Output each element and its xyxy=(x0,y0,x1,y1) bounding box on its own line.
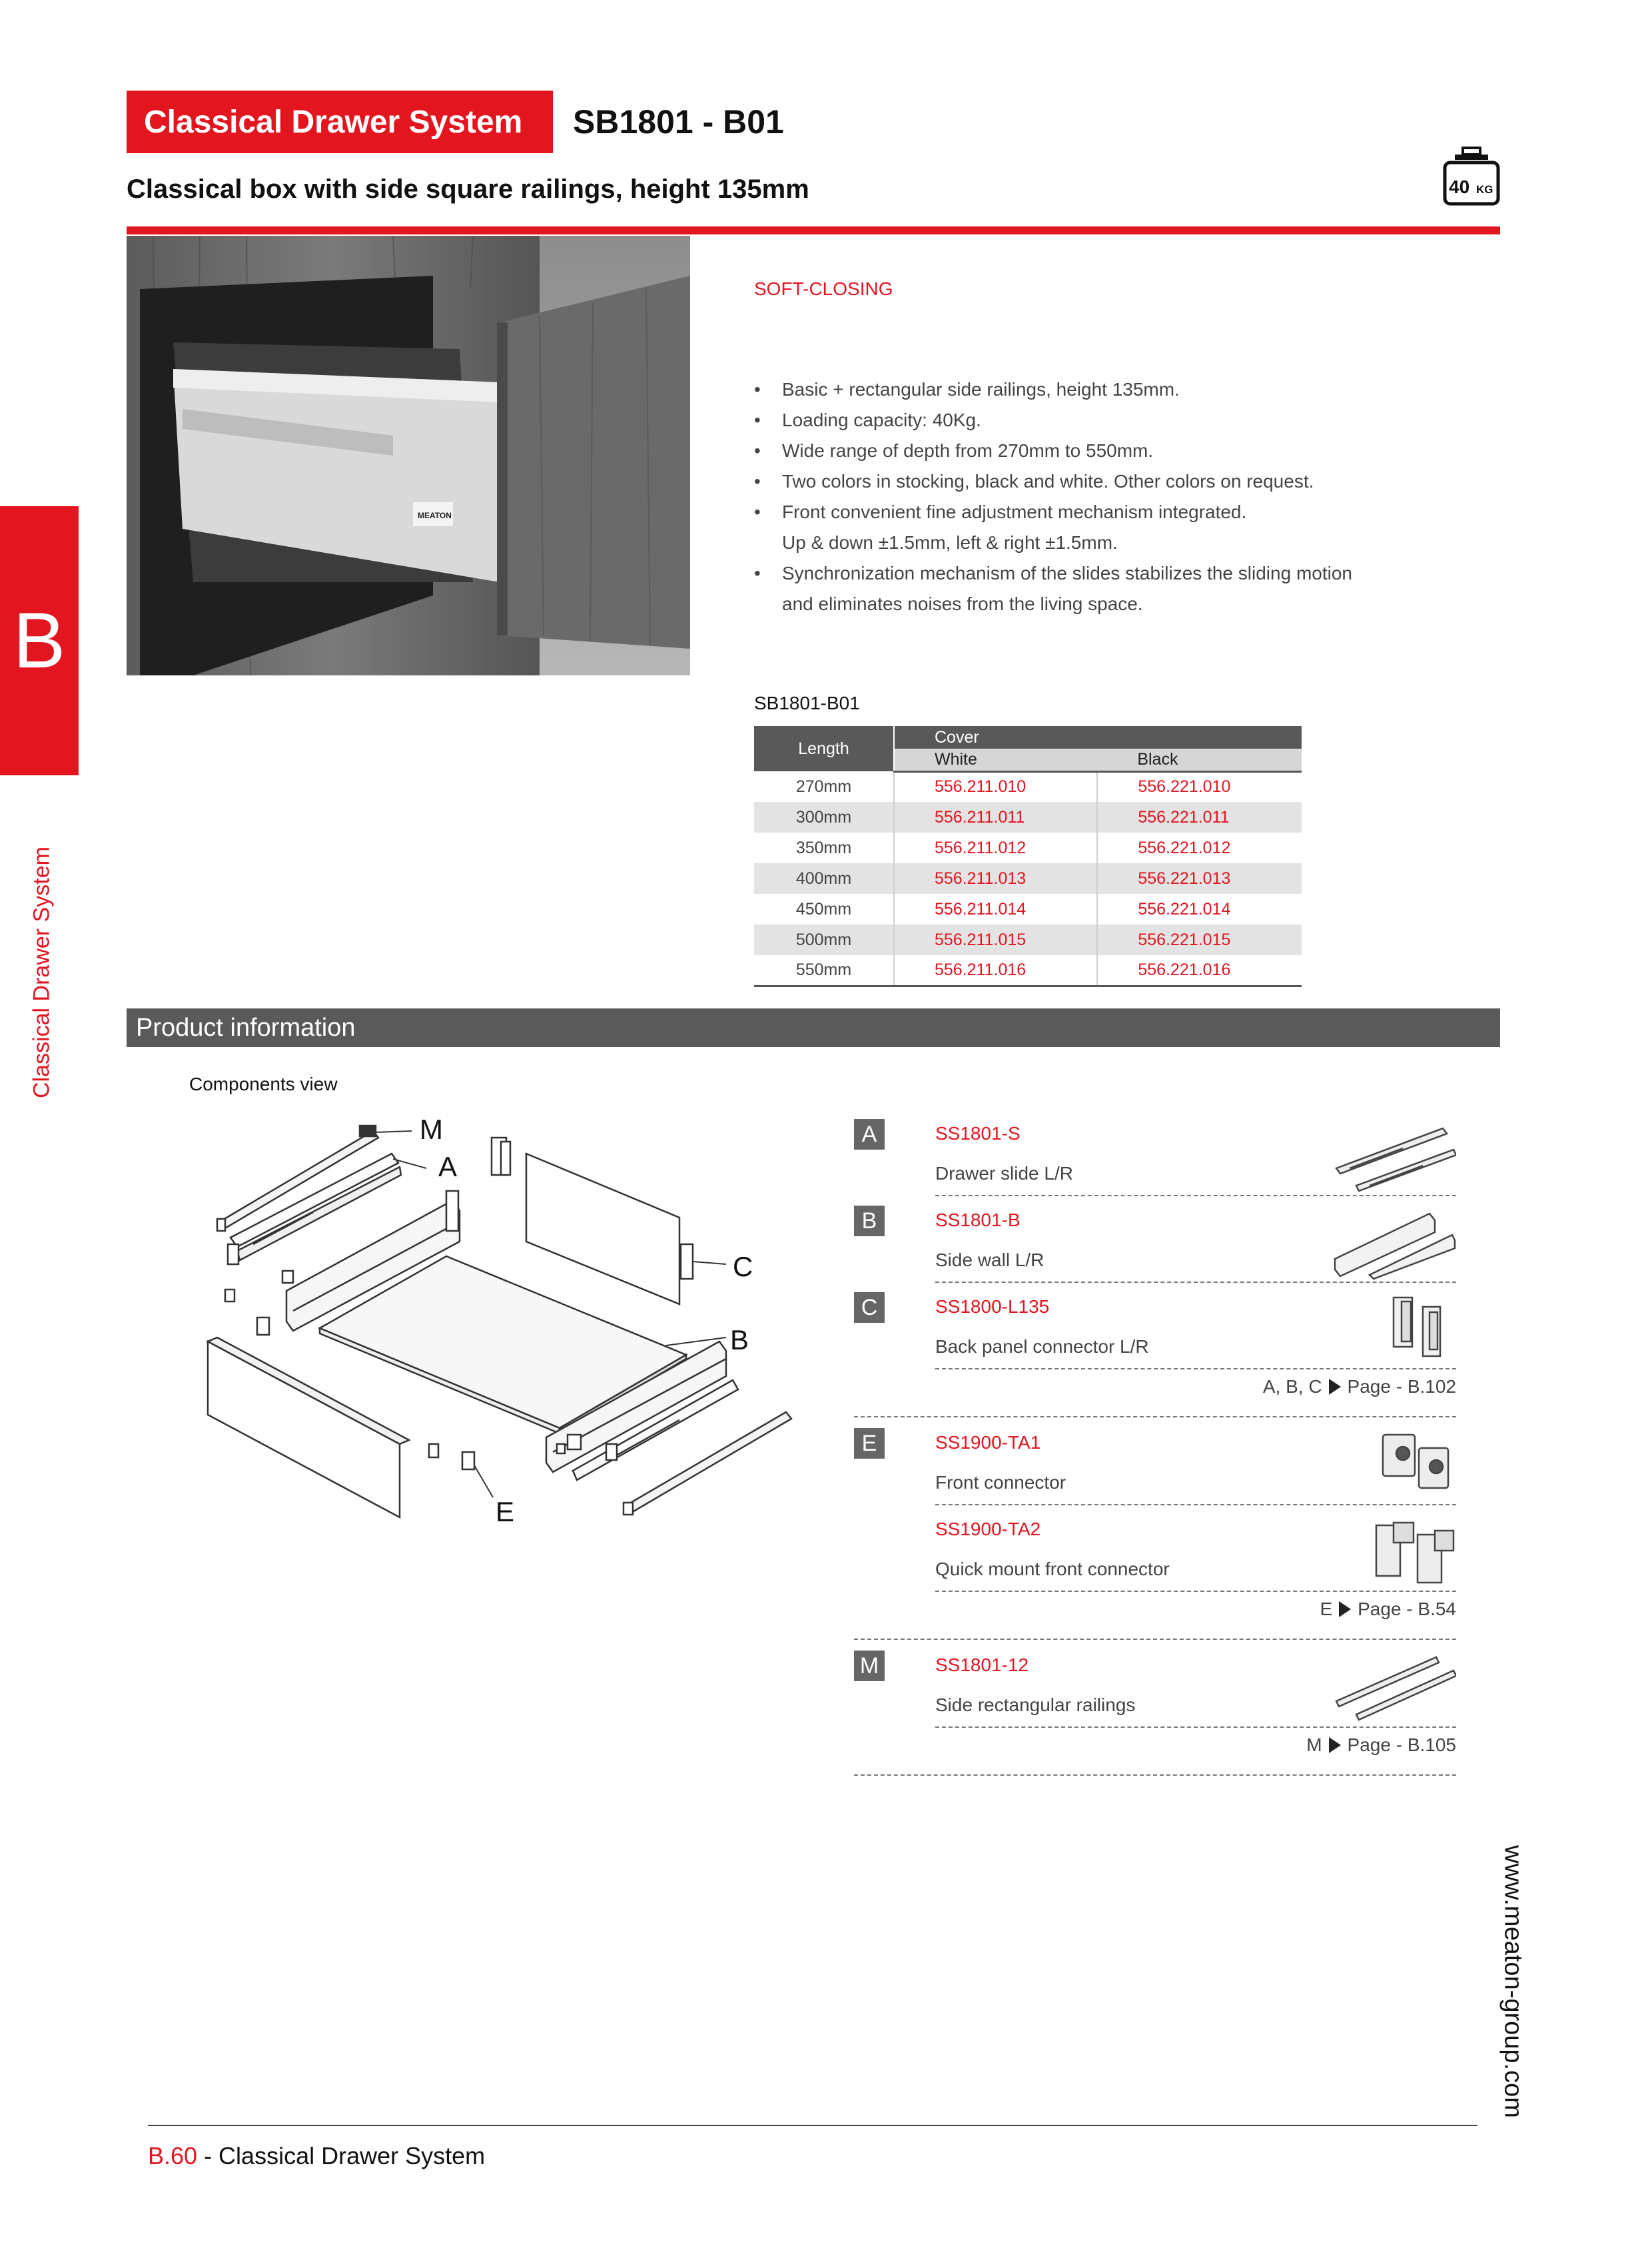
weight-unit: KG xyxy=(1476,183,1493,196)
header-divider xyxy=(127,226,1500,234)
length-cell: 450mm xyxy=(754,894,894,925)
white-code-cell: 556.211.014 xyxy=(894,894,1097,925)
length-cell: 400mm xyxy=(754,863,894,894)
bullet: • xyxy=(754,502,761,522)
article-code-table xyxy=(754,726,1302,987)
feature-list xyxy=(754,374,1420,619)
feature-item xyxy=(754,497,1420,528)
separator xyxy=(935,1726,1456,1728)
table-row xyxy=(754,833,1302,863)
page-reference-e xyxy=(1320,1599,1456,1620)
back-panel xyxy=(526,1154,679,1304)
feature-continuation: and eliminates noises from the living space. xyxy=(782,593,1143,614)
component-code: SS1900-TA2 xyxy=(935,1519,1041,1539)
white-code-cell: 556.211.015 xyxy=(894,925,1097,955)
component-letter-badge: C xyxy=(854,1292,885,1323)
triangle-arrow-icon xyxy=(1339,1601,1351,1617)
separator xyxy=(935,1195,1456,1196)
reference-items: M xyxy=(1306,1734,1322,1755)
white-code-cell: 556.211.010 xyxy=(894,771,1097,802)
reference-items: A, B, C xyxy=(1262,1376,1322,1397)
page-number: B.60 xyxy=(148,2142,198,2169)
reference-page: Page - B.102 xyxy=(1347,1376,1456,1397)
component-letter-badge: M xyxy=(854,1651,885,1681)
component-name: Back panel connector L/R xyxy=(935,1336,1149,1357)
back-connector-thumbnail xyxy=(1330,1292,1456,1365)
length-cell: 300mm xyxy=(754,802,894,833)
feature-text: Synchronization mechanism of the slides stabilizes the sliding motion xyxy=(782,563,1352,583)
black-code-cell: 556.221.012 xyxy=(1138,838,1231,857)
feature-item xyxy=(754,466,1420,497)
length-cell: 350mm xyxy=(754,833,894,863)
component-code: SS1801-12 xyxy=(935,1655,1029,1675)
drawer-slide-thumbnail xyxy=(1330,1122,1456,1195)
feature-item xyxy=(754,436,1420,466)
page-reference-abc xyxy=(1263,1376,1456,1397)
feature-item xyxy=(754,558,1420,589)
length-cell: 500mm xyxy=(754,925,894,955)
quick-mount-connector-thumbnail xyxy=(1330,1515,1456,1588)
table-row xyxy=(754,955,1302,986)
reference-items: E xyxy=(1320,1599,1333,1619)
page-reference-m xyxy=(1306,1734,1456,1756)
exploded-view-diagram xyxy=(200,1111,799,1551)
bullet: • xyxy=(754,440,761,461)
black-code-cell: 556.221.013 xyxy=(1097,863,1302,894)
reference-page: Page - B.54 xyxy=(1358,1599,1456,1619)
black-code-cell: 556.221.014 xyxy=(1138,899,1231,919)
table-row xyxy=(754,802,1302,833)
table-row xyxy=(754,894,1302,925)
product-code: SB1801 - B01 xyxy=(573,103,784,141)
diagram-label-c: C xyxy=(733,1251,753,1282)
header-length: Length xyxy=(754,726,894,771)
side-wall-thumbnail xyxy=(1330,1208,1456,1282)
component-name: Front connector xyxy=(935,1472,1066,1493)
feature-text: Two colors in stocking, black and white. Other colors on request. xyxy=(782,471,1314,492)
section-tab-label: Classical Drawer System xyxy=(29,847,55,1098)
white-code-cell: 556.211.013 xyxy=(894,863,1097,894)
component-letter-badge: B xyxy=(854,1206,885,1236)
black-code-cell: 556.221.010 xyxy=(1138,777,1231,797)
length-cell: 550mm xyxy=(754,955,894,986)
weight-value: 40 xyxy=(1449,177,1470,197)
diagram-label-b: B xyxy=(730,1324,749,1355)
black-code-cell: 556.221.015 xyxy=(1097,925,1302,955)
length-cell: 270mm xyxy=(754,771,894,802)
side-railing-thumbnail xyxy=(1330,1651,1456,1724)
component-letter-badge: A xyxy=(854,1119,885,1150)
triangle-arrow-icon xyxy=(1329,1379,1341,1395)
product-information-band: Product information xyxy=(127,1008,1500,1047)
footer-text: - Classical Drawer System xyxy=(197,2142,486,2169)
diagram-label-a: A xyxy=(438,1151,458,1182)
weight-capacity-icon xyxy=(1443,147,1500,206)
feature-text: Wide range of depth from 270mm to 550mm. xyxy=(782,440,1154,461)
separator xyxy=(935,1591,1456,1592)
table-row xyxy=(754,771,1302,802)
component-code: SS1900-TA1 xyxy=(935,1432,1041,1453)
feature-item xyxy=(754,405,1420,436)
separator xyxy=(935,1368,1456,1369)
bullet: • xyxy=(754,471,761,492)
black-code-cell: 556.221.011 xyxy=(1097,802,1302,833)
feature-text: Front convenient fine adjustment mechanism integrated. xyxy=(782,502,1247,522)
white-code-cell: 556.211.016 xyxy=(894,955,1097,986)
bullet: • xyxy=(754,410,761,430)
feature-continuation: Up & down ±1.5mm, left & right ±1.5mm. xyxy=(782,532,1118,553)
header-white: White xyxy=(894,749,1097,771)
section-title: Classical Drawer System xyxy=(127,91,553,153)
black-code-cell: 556.221.016 xyxy=(1097,955,1302,986)
diagram-label-m: M xyxy=(420,1114,443,1145)
separator xyxy=(854,1639,1456,1640)
component-code: SS1800-L135 xyxy=(935,1296,1050,1317)
product-photo xyxy=(127,236,690,675)
separator xyxy=(854,1774,1456,1776)
component-name: Side wall L/R xyxy=(935,1250,1044,1270)
component-code: SS1801-B xyxy=(935,1210,1021,1230)
section-tab-letter: B xyxy=(0,506,79,775)
header-black: Black xyxy=(1097,749,1302,771)
white-code-cell: 556.211.011 xyxy=(894,802,1097,833)
component-name: Drawer slide L/R xyxy=(935,1163,1073,1184)
table-title: SB1801-B01 xyxy=(754,693,860,713)
bullet: • xyxy=(754,379,761,400)
feature-item xyxy=(754,374,1420,405)
product-subtitle: Classical box with side square railings, height 135mm xyxy=(127,175,809,204)
front-connector-thumbnail xyxy=(1330,1428,1456,1501)
brand-label: MEATON xyxy=(418,511,452,520)
separator xyxy=(935,1282,1456,1283)
component-name: Quick mount front connector xyxy=(935,1559,1170,1579)
footer-divider xyxy=(148,2125,1477,2126)
website-url: www.meaton-group.com xyxy=(1499,1845,1527,2118)
diagram-label-e: E xyxy=(496,1496,515,1527)
separator xyxy=(854,1416,1456,1417)
table-row xyxy=(754,863,1302,894)
table-row xyxy=(754,925,1302,955)
white-code-cell: 556.211.012 xyxy=(894,833,1097,863)
bullet: • xyxy=(754,563,761,583)
soft-closing-heading: SOFT-CLOSING xyxy=(754,278,893,299)
feature-text: Basic + rectangular side railings, height 135mm. xyxy=(782,379,1180,400)
page-footer xyxy=(148,2142,485,2170)
components-view-label: Components view xyxy=(189,1074,338,1094)
separator xyxy=(935,1504,1456,1505)
reference-page: Page - B.105 xyxy=(1347,1734,1456,1755)
component-letter-badge: E xyxy=(854,1428,885,1459)
component-code: SS1801-S xyxy=(935,1123,1021,1144)
header-cover: Cover xyxy=(894,726,1302,749)
feature-text: Loading capacity: 40Kg. xyxy=(782,410,981,430)
front-panel xyxy=(208,1337,409,1517)
triangle-arrow-icon xyxy=(1329,1737,1341,1753)
component-name: Side rectangular railings xyxy=(935,1694,1136,1715)
